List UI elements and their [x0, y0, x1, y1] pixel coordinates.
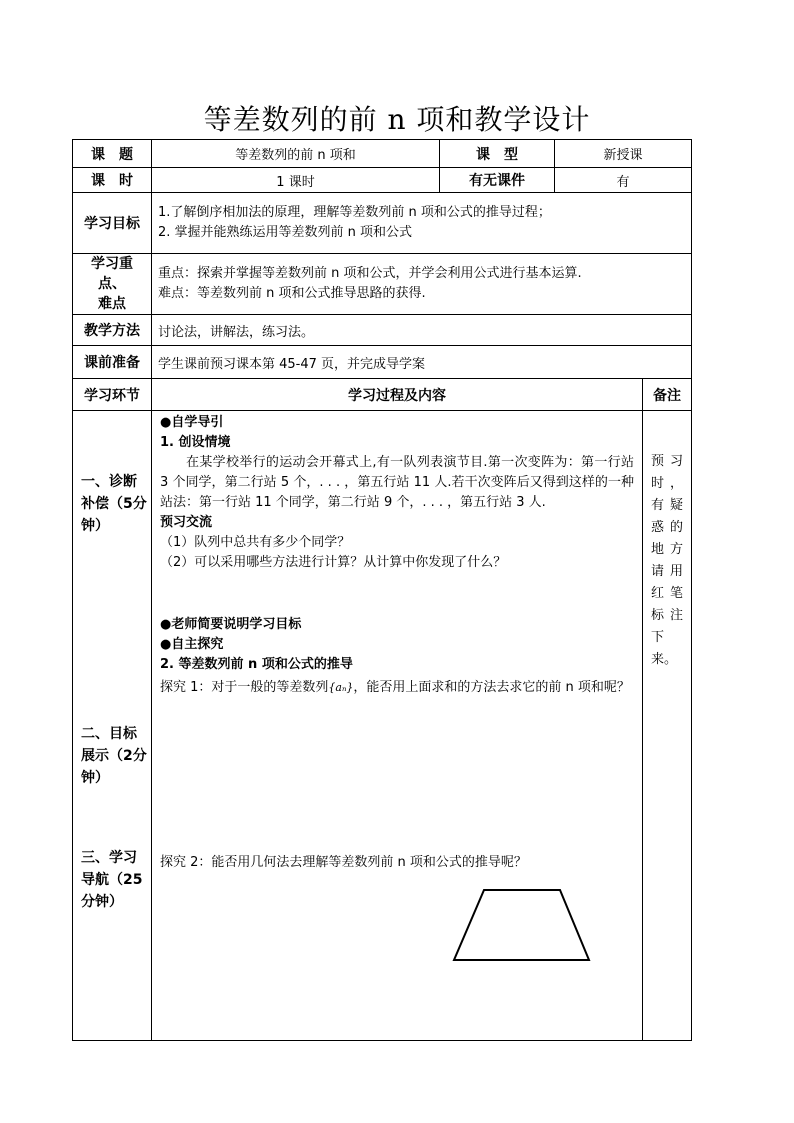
- keypoints-cell: [152, 254, 692, 315]
- keypoints-label-line: 学习重点、: [91, 256, 133, 292]
- prep-value: 学生课前预习课本第 45-47 页，并完成导学案: [152, 346, 692, 379]
- goal-item: 2. 掌握并能熟练运用等差数列前 n 项和公式: [158, 225, 413, 240]
- stage-header: 学习环节: [73, 379, 152, 411]
- notes-text: 预习时，有疑惑的地方请用红笔标注下来。: [651, 454, 684, 667]
- page-title: 等差数列的前 n 项和教学设计: [203, 103, 591, 136]
- explore-1-text-b: ，能否用上面求和的方法去求它的前 n 项和呢？: [353, 680, 630, 695]
- trapezoid-figure: [452, 887, 602, 967]
- topic-label: 课 题: [73, 140, 152, 168]
- explore-2: 探究 2：能否用几何法去理解等差数列前 n 项和公式的推导呢？: [160, 855, 527, 870]
- self-study-heading: ●自学导引: [160, 415, 224, 430]
- stage-cell: [73, 411, 152, 1041]
- keypoints-label-line: 难点: [98, 296, 126, 312]
- goals-cell: [152, 193, 692, 254]
- courseware-label: 有无课件: [440, 168, 555, 193]
- derive-heading: 2. 等差数列前 n 项和公式的推导: [160, 657, 353, 672]
- question-2: （2）可以采用哪些方法进行计算？从计算中你发现了什么？: [160, 555, 507, 570]
- keypoint-item: 难点：等差数列前 n 项和公式推导思路的获得.: [158, 286, 426, 301]
- notes-header: 备注: [643, 379, 692, 411]
- type-label: 课 型: [440, 140, 555, 168]
- process-header: 学习过程及内容: [152, 379, 643, 411]
- scene-heading: 1. 创设情境: [160, 435, 231, 450]
- keypoints-label: [73, 254, 152, 315]
- topic-value: 等差数列的前 n 项和: [152, 140, 440, 168]
- notes-cell: [643, 411, 692, 1041]
- method-label: 教学方法: [73, 315, 152, 346]
- question-1: （1）队列中总共有多少个同学？: [160, 535, 351, 550]
- explore-1-text-a: 探究 1：对于一般的等差数列: [160, 680, 329, 695]
- keypoint-item: 重点：探索并掌握等差数列前 n 项和公式，并学会利用公式进行基本运算.: [158, 266, 582, 281]
- hours-value: 1 课时: [152, 168, 440, 193]
- sequence-symbol: {aₙ}: [328, 681, 354, 694]
- stage-3: 三、学习导航（25分钟）: [81, 850, 143, 910]
- explore-heading: ●自主探究: [160, 637, 224, 652]
- method-value: 讨论法，讲解法，练习法。: [152, 315, 692, 346]
- stage-1: 一、诊断补偿（5分钟）: [81, 474, 147, 534]
- trapezoid-shape: [454, 890, 589, 960]
- goals-label: 学习目标: [73, 193, 152, 254]
- goal-item: 1.了解倒序相加法的原理，理解等差数列前 n 项和公式的推导过程；: [158, 205, 551, 220]
- preview-heading: 预习交流: [160, 515, 213, 530]
- explore-1: [160, 675, 634, 701]
- lesson-plan-table: [72, 139, 692, 1041]
- stage-2: 二、目标展示（2分钟）: [81, 726, 147, 786]
- process-cell: [152, 411, 643, 1041]
- hours-label: 课 时: [73, 168, 152, 193]
- type-value: 新授课: [555, 140, 692, 168]
- teacher-goal-heading: ●老师简要说明学习目标: [160, 617, 302, 632]
- courseware-value: 有: [555, 168, 692, 193]
- scene-text: 在某学校举行的运动会开幕式上,有一队列表演节目.第一次变阵为：第一行站 3 个同学，第二行站 5 个，. . . ，第五行站 11 人.若干次变阵后又得到这样的一种站法：第一行站 11 个同学，第二行站 9 个，. . . ，第五行站 3 人.: [160, 455, 634, 510]
- prep-label: 课前准备: [73, 346, 152, 379]
